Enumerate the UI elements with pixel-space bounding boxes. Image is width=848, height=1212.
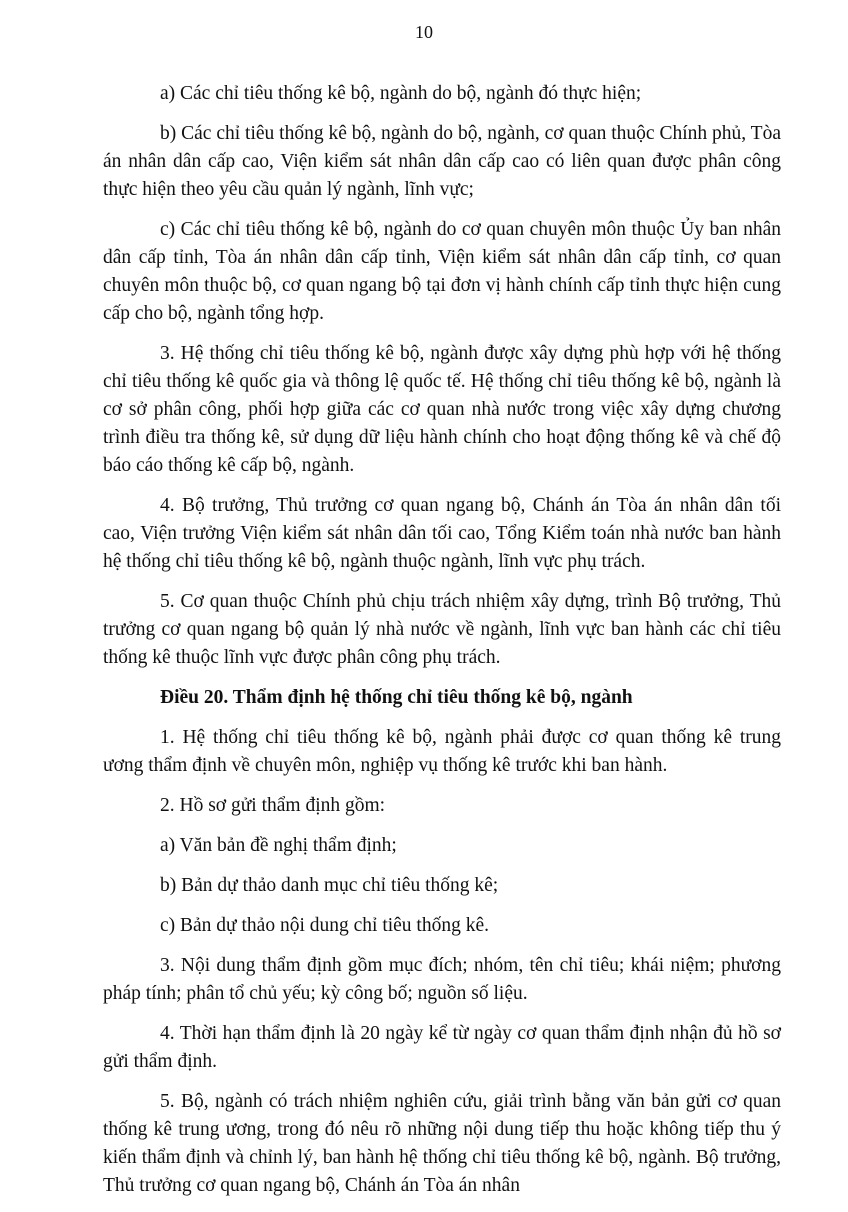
page-number: 10: [415, 22, 433, 42]
article-20-clause-b: b) Bản dự thảo danh mục chỉ tiêu thống kê;: [160, 875, 499, 896]
document-body: [103, 80, 781, 1212]
article-20-item-5: 5. Bộ, ngành có trách nhiệm nghiên cứu, giải trình bằng văn bản gửi cơ quan thống kê trung ương, trong đó nêu rõ những nội dung tiếp thu hoặc không tiếp thu ý kiến thẩm định và chỉnh lý, ban hành hệ thống chỉ tiêu thống kê bộ, ngành. Bộ trưởng, Thủ trưởng cơ quan ngang bộ, Chánh án Tòa án nhân: [103, 1091, 781, 1196]
paragraph-item-4: 4. Bộ trưởng, Thủ trưởng cơ quan ngang bộ, Chánh án Tòa án nhân dân tối cao, Viện trưởng Viện kiểm sát nhân dân tối cao, Tổng Kiểm toán nhà nước ban hành hệ thống chỉ tiêu thống kê bộ, ngành thuộc ngành, lĩnh vực phụ trách.: [103, 495, 781, 572]
article-20-heading: Điều 20. Thẩm định hệ thống chỉ tiêu thống kê bộ, ngành: [160, 687, 633, 708]
article-20-item-4: 4. Thời hạn thẩm định là 20 ngày kể từ ngày cơ quan thẩm định nhận đủ hồ sơ gửi thẩm định.: [103, 1023, 781, 1072]
paragraph-item-3: 3. Hệ thống chỉ tiêu thống kê bộ, ngành được xây dựng phù hợp với hệ thống chỉ tiêu thống kê quốc gia và thông lệ quốc tế. Hệ thống chỉ tiêu thống kê bộ, ngành là cơ sở phân công, phối hợp giữa các cơ quan nhà nước trong việc xây dựng chương trình điều tra thống kê, sử dụng dữ liệu hành chính cho hoạt động thống kê và chế độ báo cáo thống kê cấp bộ, ngành.: [103, 343, 781, 476]
paragraph-clause-a: a) Các chỉ tiêu thống kê bộ, ngành do bộ, ngành đó thực hiện;: [160, 83, 642, 104]
article-20-item-3: 3. Nội dung thẩm định gồm mục đích; nhóm, tên chỉ tiêu; khái niệm; phương pháp tính; phân tổ chủ yếu; kỳ công bố; nguồn số liệu.: [103, 955, 781, 1004]
article-20-clause-c: c) Bản dự thảo nội dung chỉ tiêu thống kê.: [160, 915, 490, 936]
paragraph-clause-b: b) Các chỉ tiêu thống kê bộ, ngành do bộ, ngành, cơ quan thuộc Chính phủ, Tòa án nhân dân cấp cao, Viện kiểm sát nhân dân cấp cao có liên quan được phân công thực hiện theo yêu cầu quản lý ngành, lĩnh vực;: [103, 123, 781, 200]
paragraph-item-5: 5. Cơ quan thuộc Chính phủ chịu trách nhiệm xây dựng, trình Bộ trưởng, Thủ trưởng cơ quan ngang bộ quản lý nhà nước về ngành, lĩnh vực ban hành các chỉ tiêu thống kê thuộc lĩnh vực được phân công phụ trách.: [103, 591, 781, 668]
article-20-item-1: 1. Hệ thống chỉ tiêu thống kê bộ, ngành phải được cơ quan thống kê trung ương thẩm định về chuyên môn, nghiệp vụ thống kê trước khi ban hành.: [103, 727, 781, 776]
article-20-clause-a: a) Văn bản đề nghị thẩm định;: [160, 835, 397, 856]
article-20-item-2: 2. Hồ sơ gửi thẩm định gồm:: [160, 795, 386, 816]
paragraph-clause-c: c) Các chỉ tiêu thống kê bộ, ngành do cơ quan chuyên môn thuộc Ủy ban nhân dân cấp tỉnh, Tòa án nhân dân cấp tỉnh, Viện kiểm sát nhân dân cấp tỉnh, cơ quan chuyên môn thuộc bộ, cơ quan ngang bộ tại đơn vị hành chính cấp tỉnh thực hiện cung cấp cho bộ, ngành tổng hợp.: [103, 219, 781, 324]
